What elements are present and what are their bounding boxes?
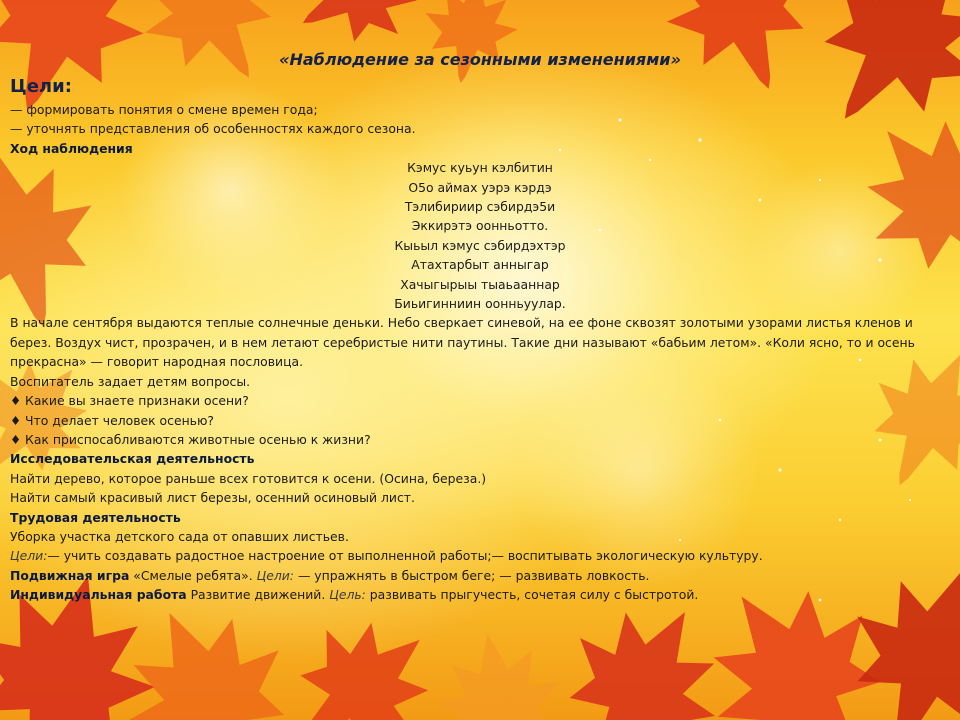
question-item: ♦ Какие вы знаете признаки осени? (10, 393, 249, 409)
individual-goal-text: развивать прыгучесть, сочетая силу с быстротой. (365, 587, 699, 603)
individual-line (10, 585, 950, 604)
research-line: Найти самый красивый лист березы, осенний осиновый лист. (10, 490, 415, 506)
game-line (10, 566, 950, 585)
game-heading: Подвижная игра (10, 567, 130, 583)
labor-goal-text: — учить создавать радостное настроение от выполненной работы;— воспитывать экологическую культуру. (47, 548, 763, 564)
goal-item: — формировать понятия о смене времен года; (10, 102, 318, 117)
individual-goal-label: Цель: (325, 587, 366, 603)
game-goal-label: Цели: (252, 567, 294, 583)
individual-heading: Индивидуальная работа (10, 587, 187, 603)
description-paragraph: В начале сентября выдаются теплые солнечные деньки. Небо сверкает синевой, на ее фоне сквозят золотыми узорами листья кленов и берез. Воздух чист, прозрачен, и в нем летают серебристые нити паутины. Такие дни называют «бабьим летом». «Коли ясно, то и осень прекрасна» — говорит народная пословица. (10, 315, 915, 370)
poem-line: Эккирэтэ оонньотто. (411, 218, 549, 234)
goal-item: — уточнять представления об особенностях каждого сезона. (10, 121, 416, 137)
poem-line: Кыьыл кэмус сэбирдэхтэр (394, 237, 566, 253)
research-heading: Исследовательская деятельность (10, 451, 255, 467)
observation-heading: Ход наблюдения (10, 140, 133, 156)
game-goal-text: — упражнять в быстром беге; — развивать ловкость. (294, 567, 650, 583)
goals-heading: Цели: (10, 76, 72, 97)
poem-line: Хачыгырыы тыаьааннар (400, 276, 560, 292)
question-item: ♦ Что делает человек осенью? (10, 412, 214, 428)
labor-heading: Трудовая деятельность (10, 509, 181, 525)
poem-line: Кэмус куьун кэлбитин (407, 160, 553, 176)
research-line: Найти дерево, которое раньше всех готовится к осени. (Осина, береза.) (10, 470, 487, 486)
labor-goal-label: Цели: (10, 548, 48, 564)
labor-goals (10, 546, 950, 565)
labor-line: Уборка участка детского сада от опавших листьев. (10, 528, 349, 544)
teacher-note: Воспитатель задает детям вопросы. (10, 373, 251, 389)
poem-line: Тэлибириир сэбирдэ5и (404, 199, 556, 215)
game-name: «Смелые ребята». (129, 567, 253, 583)
poem (10, 158, 950, 313)
poem-line: Биьигинниин оонньуулар. (394, 296, 566, 312)
poem-line: Атахтарбыт анныгар (411, 257, 549, 273)
slide-title: «Наблюдение за сезонными изменениями» (279, 50, 681, 69)
individual-text: Развитие движений. (186, 587, 326, 603)
poem-line: О5о аймах уэрэ кэрдэ (408, 179, 552, 195)
question-item: ♦ Как приспосабливаются животные осенью к жизни? (10, 431, 371, 447)
slide-body (10, 100, 950, 605)
